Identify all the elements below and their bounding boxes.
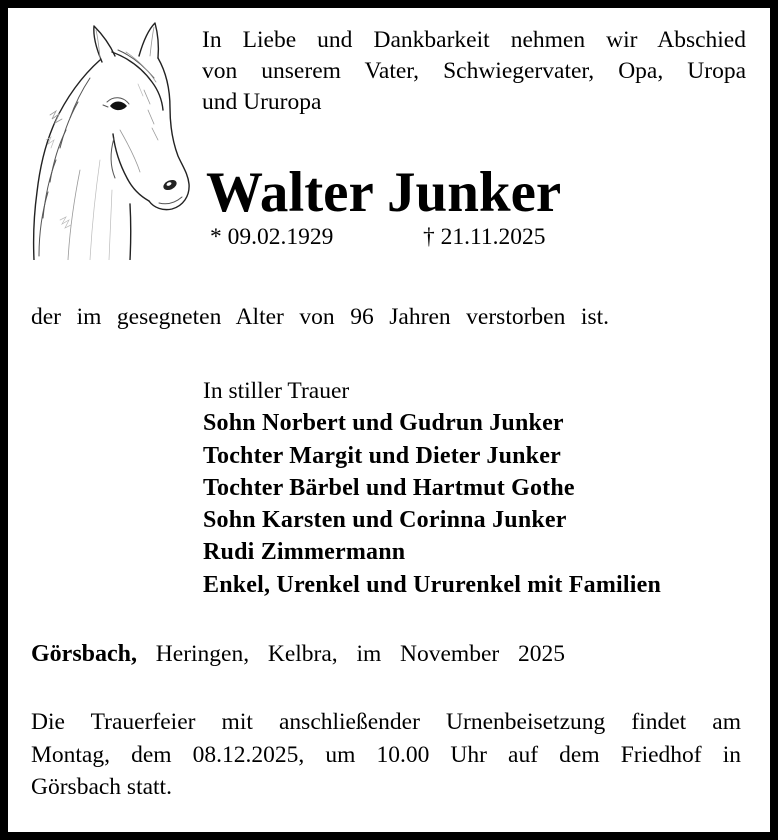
age-line: der im gesegneten Alter von 96 Jahren verstorben ist. [31,304,609,330]
mourner-line: Tochter Bärbel und Hartmut Gothe [203,474,575,501]
death-date: † 21.11.2025 [423,224,546,250]
mourner-line: Sohn Norbert und Gudrun Junker [203,410,564,437]
deceased-name: Walter Junker [206,161,562,224]
place-name: Görsbach, [31,641,138,667]
mourner-line: Enkel, Urenkel und Ururenkel mit Familien [203,571,662,598]
funeral-line: Görsbach statt. [31,774,172,800]
intro-line: In Liebe und Dankbarkeit nehmen wir Abschied [202,27,746,53]
life-dates-row [8,222,770,254]
birth-date: * 09.02.1929 [210,224,334,250]
place-date-line [31,638,565,670]
intro-paragraph [202,25,746,118]
mourning-intro: In stiller Trauer [203,378,350,404]
mourner-line: Rudi Zimmermann [203,539,406,566]
mourner-line: Tochter Margit und Dieter Junker [203,442,561,469]
funeral-line: Die Trauerfeier mit anschließender Urnenbeisetzung findet am [31,709,741,735]
mourners-block [203,375,743,601]
funeral-line: Montag, dem 08.12.2025, um 10.00 Uhr auf dem Friedhof in [31,741,741,768]
funeral-paragraph [31,706,741,804]
place-rest: Heringen, Kelbra, im November 2025 [137,641,565,667]
mourner-line: Sohn Karsten und Corinna Junker [203,507,567,534]
intro-line: und Ururopa [202,89,322,115]
intro-line: von unserem Vater, Schwiegervater, Opa, Uropa [202,58,746,84]
